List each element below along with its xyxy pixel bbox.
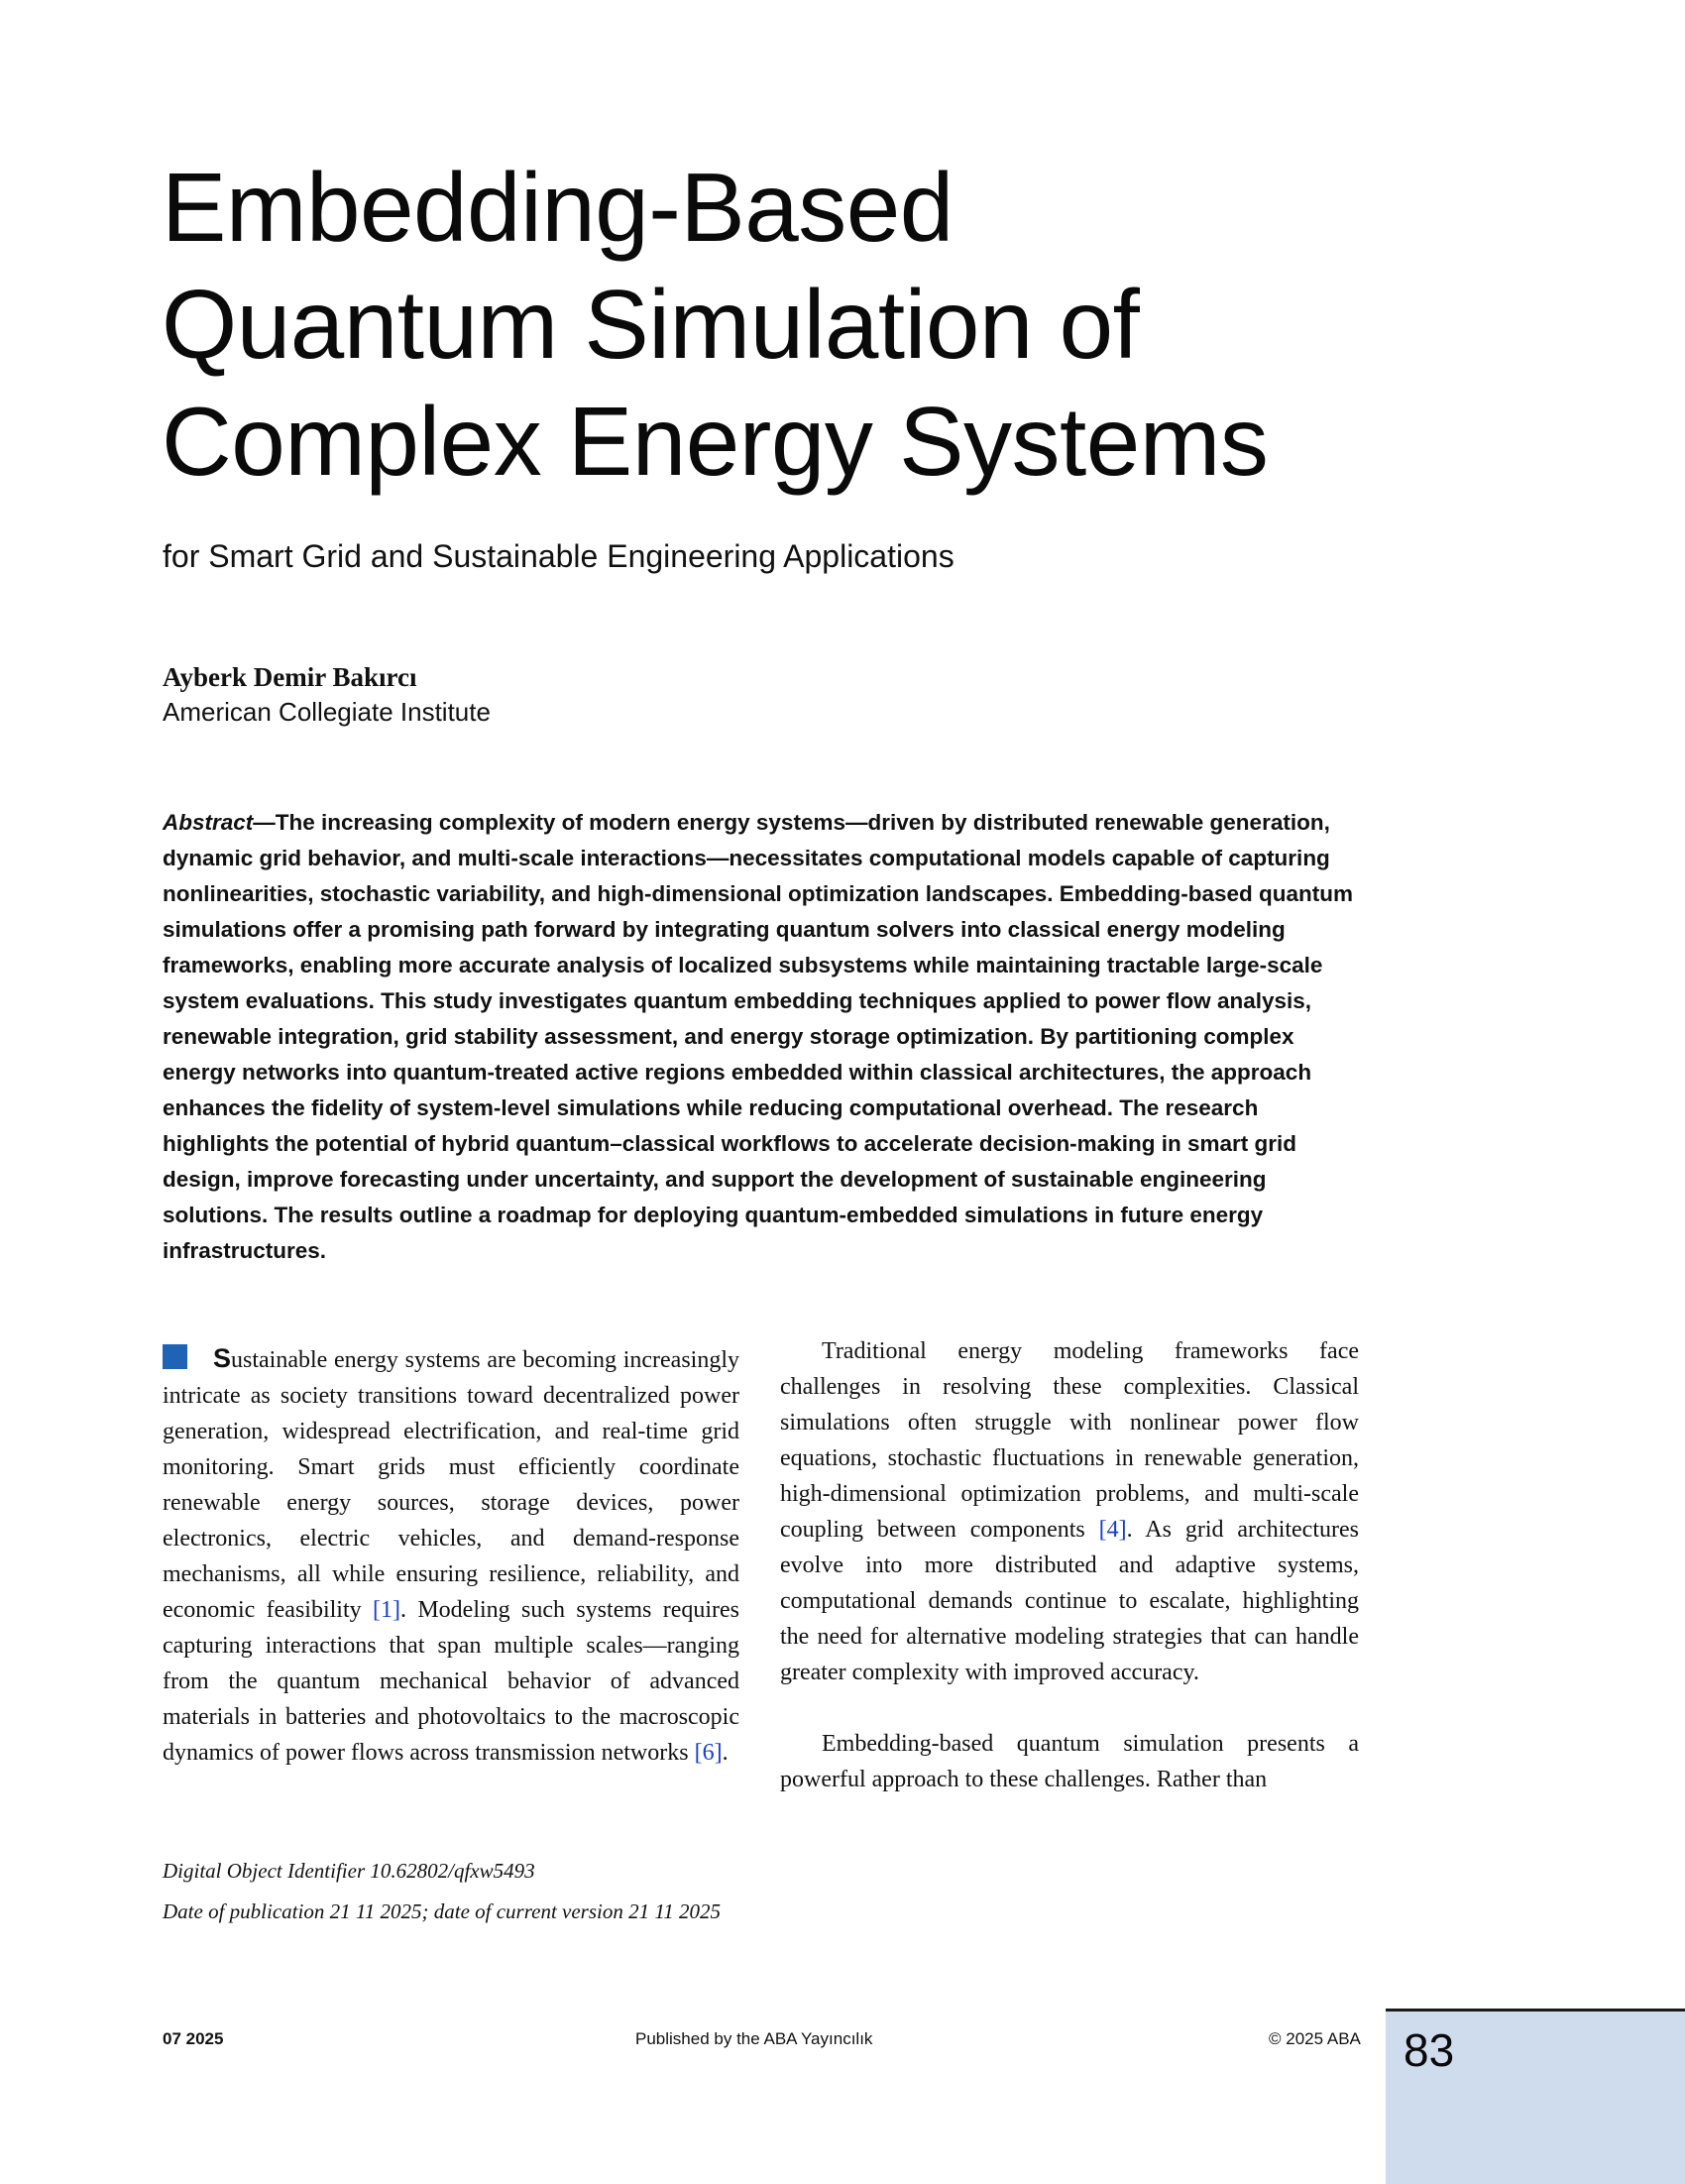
footer-copyright: © 2025 ABA <box>1269 2029 1361 2048</box>
drop-letter: S <box>213 1343 232 1373</box>
abstract-label: Abstract <box>163 810 254 835</box>
publication-dates: Date of publication 21 11 2025; date of current version 21 11 2025 <box>163 1899 722 1923</box>
citation-link-6[interactable]: [6] <box>694 1740 723 1766</box>
body-paragraph-3: Embedding-based quantum simulation presents a powerful approach to these challenges. Rather than <box>780 1731 1359 1792</box>
intro-text-a: ustainable energy systems are becoming increasingly intricate as society transitions toward decentralized power generation, widespread electrification, and real-time grid monitoring. Smart grids must efficiently coordinate renewable energy sources, storage devices, power electronics, electric vehicles, and demand-response mechanisms, all while ensuring resilience, reliability, and economic feasibility <box>163 1347 739 1623</box>
paper-title <box>162 149 1401 500</box>
title-line-3: Complex Energy Systems <box>162 387 1269 496</box>
paper-subtitle: for Smart Grid and Sustainable Engineering Applications <box>163 538 955 574</box>
author-affiliation: American Collegiate Institute <box>163 697 491 727</box>
intro-text-b: . Modeling such systems requires capturing interactions that span multiple scales—ranging from the quantum mechanical behavior of advanced materials in batteries and photovoltaics to the macroscopic dynamics of power flows across transmission networks <box>163 1597 739 1766</box>
doi-line: Digital Object Identifier 10.62802/qfxw5493 <box>163 1859 535 1883</box>
p2-text-b: . As grid architectures evolve into more distributed and adaptive systems, computational demands continue to escalate, highlighting the need for alternative modeling strategies that can handle greater complexity with improved accuracy. <box>780 1517 1359 1685</box>
body-paragraph-2 <box>780 1333 1359 1690</box>
abstract-text: —The increasing complexity of modern energy systems—driven by distributed renewable generation, dynamic grid behavior, and multi-scale interactions—necessitates computational models capable of capturing nonlinearities, stochastic variability, and high-dimensional optimization landscapes. Embedding-based quantum simulations offer a promising path forward by integrating quantum solvers into classical energy modeling frameworks, enabling more accurate analysis of localized subsystems while maintaining tractable large-scale system evaluations. This study investigates quantum embedding techniques applied to power flow analysis, renewable integration, grid stability assessment, and energy storage optimization. By partitioning complex energy networks into quantum-treated active regions embedded within classical architectures, the approach enhances the fidelity of system-level simulations while reducing computational overhead. The research highlights the potential of hybrid quantum–classical workflows to accelerate decision-making in smart grid design, improve forecasting under uncertainty, and support the development of sustainable engineering solutions. The results outline a roadmap for deploying quantum-embedded simulations in future energy infrastructures. <box>163 810 1354 1263</box>
body-column-right <box>780 1333 1359 1797</box>
intro-text-c: . <box>722 1740 729 1766</box>
citation-link-4[interactable]: [4] <box>1098 1517 1127 1543</box>
abstract <box>163 805 1362 1269</box>
title-line-2: Quantum Simulation of <box>162 270 1140 379</box>
publication-metadata <box>163 1851 739 1932</box>
title-line-1: Embedding-Based <box>162 153 954 262</box>
intro-paragraph <box>163 1340 739 1771</box>
footer-publisher: Published by the ABA Yayıncılık <box>635 2029 873 2048</box>
body-column-left <box>163 1340 739 1771</box>
p2-text-a: Traditional energy modeling frameworks face challenges in resolving these complexities. Classical simulations often struggle with nonlinear power flow equations, stochastic fluctuations in renewable generation, high-dimensional optimization problems, and multi-scale coupling between components <box>780 1338 1359 1543</box>
footer-issue: 07 2025 <box>163 2029 224 2048</box>
author-name: Ayberk Demir Bakırcı <box>163 662 417 692</box>
page-number: 83 <box>1404 2024 1455 2076</box>
section-marker-square <box>163 1344 187 1369</box>
citation-link-1[interactable]: [1] <box>372 1597 400 1623</box>
